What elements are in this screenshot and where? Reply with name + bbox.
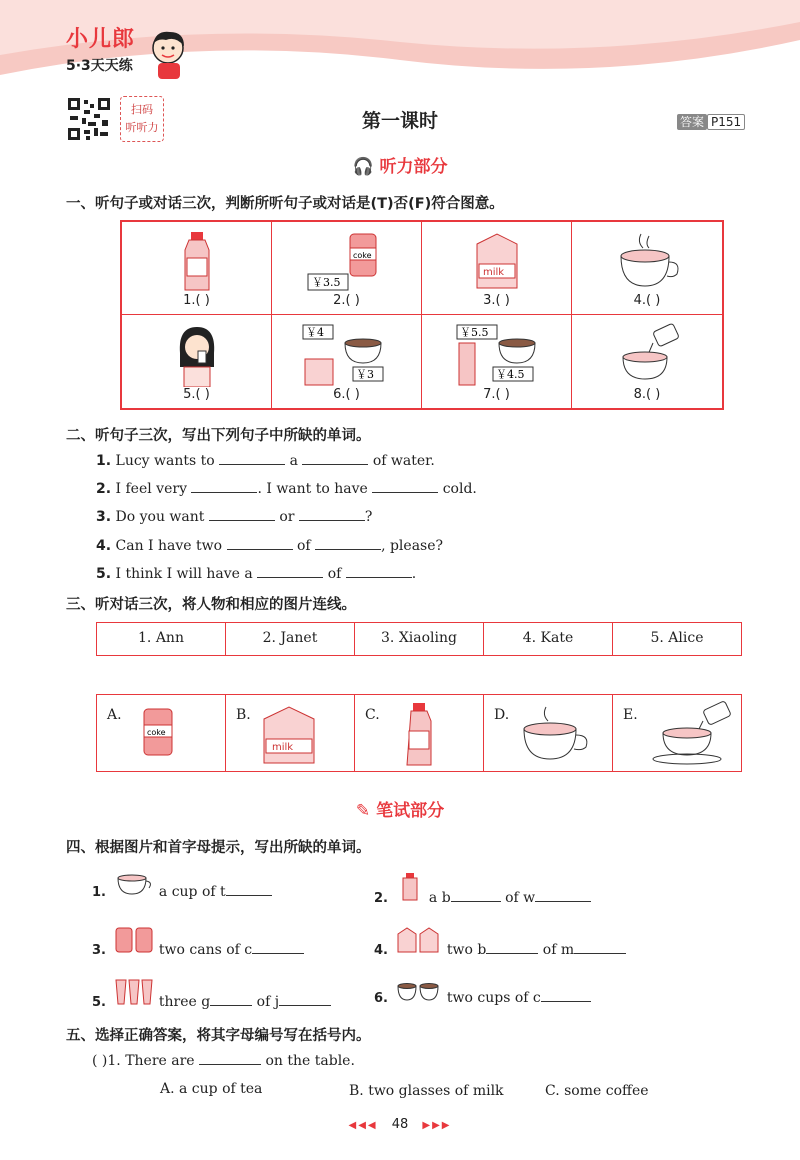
- section1-heading: 一、听句子或对话三次，判断所听句子或对话是(T)否(F)符合图意。: [66, 196, 504, 212]
- sentence-3: [96, 508, 372, 525]
- blank-field[interactable]: [486, 941, 538, 954]
- sentence-4-num: 4.: [96, 538, 112, 554]
- section4-heading: 四、根据图片和首字母提示，写出所缺的单词。: [66, 840, 371, 856]
- prev-arrows-icon: ◀◀◀: [348, 1120, 378, 1131]
- word-item-4: [374, 926, 626, 958]
- word-item-1-text: a cup of t: [158, 884, 226, 900]
- blank-field[interactable]: [219, 452, 285, 465]
- word-item-4-num: 4.: [374, 943, 388, 958]
- word-item-4-text-a: two b: [446, 942, 487, 958]
- picture-e[interactable]: [613, 695, 741, 771]
- word-item-1: [92, 872, 272, 900]
- two-cans-icon: [114, 942, 154, 958]
- sentence-5-part-a: I think I will have a: [115, 566, 253, 582]
- sentence-4-part-a: Can I have two: [115, 538, 223, 554]
- picture-a[interactable]: [97, 695, 226, 771]
- word-item-5-text-b: of j: [256, 994, 280, 1010]
- grid-cell-4: [572, 222, 722, 315]
- word-item-5-text-a: three g: [158, 994, 211, 1010]
- sentence-5-num: 5.: [96, 566, 112, 582]
- person-kate[interactable]: 4. Kate: [484, 623, 613, 655]
- people-row: [96, 622, 742, 656]
- three-glasses-icon: [114, 994, 154, 1010]
- option-b[interactable]: B. two glasses of milk: [349, 1083, 504, 1099]
- option-c[interactable]: C. some coffee: [545, 1083, 649, 1099]
- item-6-label: 6.( ): [333, 387, 360, 402]
- sentence-2: [96, 480, 477, 497]
- answer-reference: [677, 113, 745, 130]
- pour-milk-cup-icon: [607, 323, 687, 385]
- blank-field[interactable]: [299, 508, 365, 521]
- blank-field[interactable]: [199, 1052, 261, 1065]
- answer-bracket[interactable]: ( ): [92, 1053, 108, 1069]
- writing-part-heading: [0, 796, 800, 821]
- grid-cell-3: [422, 222, 572, 315]
- blank-field[interactable]: [227, 537, 293, 550]
- blank-field[interactable]: [541, 989, 591, 1002]
- milk-carton-icon: [467, 230, 527, 292]
- logo-sub-text: 5·3天天练: [66, 58, 133, 74]
- grid-cell-5: [122, 315, 272, 408]
- sentence-4: [96, 537, 443, 554]
- listening-part-label: 听力部分: [379, 157, 448, 177]
- sentence-5-part-b: of: [327, 566, 342, 582]
- person-ann[interactable]: 1. Ann: [97, 623, 226, 655]
- sentence-1-num: 1.: [96, 453, 112, 469]
- milk-label: milk: [482, 267, 504, 278]
- scan-label-1: 扫码: [131, 103, 153, 116]
- picture-d-letter: D.: [494, 707, 510, 723]
- word-item-3: [92, 926, 304, 958]
- page-title: 第一课时: [361, 110, 438, 132]
- sentence-1-part-b: a: [289, 453, 298, 469]
- choice-question-1: [92, 1052, 355, 1069]
- word-item-4-text-b: of m: [542, 942, 575, 958]
- sentence-5-part-c: .: [411, 566, 417, 582]
- sentence-3-part-b: or: [279, 509, 295, 525]
- word-item-2-num: 2.: [374, 891, 388, 906]
- person-alice[interactable]: 5. Alice: [650, 630, 704, 646]
- section1-picture-grid: [120, 220, 724, 410]
- grid-cell-8: [572, 315, 722, 408]
- blank-field[interactable]: [257, 565, 323, 578]
- word-item-5-num: 5.: [92, 995, 106, 1010]
- pour-milk-cup-icon-e: [649, 701, 739, 767]
- sentence-4-part-b: of: [296, 538, 311, 554]
- price-2: ￥3.5: [311, 276, 340, 289]
- word-item-2-text-a: a b: [428, 890, 451, 906]
- blank-field[interactable]: [346, 565, 412, 578]
- juice-bottle-icon-c: [401, 701, 437, 767]
- cup-milk-price-icon: [297, 323, 397, 389]
- answer-page: P151: [707, 114, 745, 130]
- word-item-2-text-b: of w: [505, 890, 536, 906]
- blank-field[interactable]: [279, 993, 331, 1006]
- blank-field[interactable]: [191, 480, 257, 493]
- blank-field[interactable]: [209, 508, 275, 521]
- sentence-2-num: 2.: [96, 481, 112, 497]
- item-4-label: 4.( ): [633, 293, 661, 308]
- sentence-2-part-a: I feel very: [115, 481, 187, 497]
- coke-can-icon: [141, 705, 175, 759]
- word-item-3-text: two cans of c: [158, 942, 253, 958]
- grid-cell-2: [272, 222, 422, 315]
- section3-heading: 三、听对话三次，将人物和相应的图片连线。: [66, 597, 356, 613]
- item-2-label: 2.( ): [333, 293, 360, 308]
- item-1-label: 1.( ): [183, 293, 210, 308]
- word-item-6: [374, 980, 591, 1006]
- sentence-4-part-c: , please?: [381, 538, 444, 554]
- item-3-label: 3.( ): [483, 293, 510, 308]
- price-7b: ￥4.5: [495, 368, 524, 381]
- word-item-5: [92, 978, 331, 1010]
- page-footer: [0, 1117, 800, 1132]
- choice-question-1-text-a: There are: [125, 1053, 195, 1069]
- picture-a-letter: A.: [107, 707, 122, 723]
- item-8-label: 8.( ): [633, 387, 661, 402]
- bottle-cup-price-icon: [447, 323, 547, 389]
- coke-label: coke: [352, 251, 372, 260]
- milk-label-b: milk: [272, 742, 294, 753]
- blank-field[interactable]: [315, 537, 381, 550]
- coffee-cup-icon: [607, 230, 687, 290]
- sentence-3-part-c: ?: [364, 509, 373, 525]
- pencil-icon: ✎: [355, 801, 371, 821]
- answer-label: 答案: [677, 114, 707, 130]
- person-xiaoling[interactable]: 3. Xiaoling: [355, 623, 484, 655]
- milk-carton-icon-b: [254, 703, 324, 765]
- sentence-3-part-a: Do you want: [115, 509, 205, 525]
- pictures-row: [96, 694, 742, 772]
- writing-part-label: 笔试部分: [376, 801, 445, 821]
- word-item-1-num: 1.: [92, 885, 106, 900]
- word-item-2: [374, 872, 591, 906]
- brand-logo: [66, 22, 135, 75]
- choice-question-1-num: 1.: [107, 1053, 121, 1069]
- coffee-cup-icon-d: [516, 705, 596, 765]
- picture-e-letter: E.: [623, 707, 638, 723]
- price-6a: ￥4: [305, 326, 324, 339]
- blank-field[interactable]: [302, 452, 368, 465]
- picture-b-letter: B.: [236, 707, 251, 723]
- section2-heading: 二、听句子三次，写出下列句子中所缺的单词。: [66, 428, 371, 444]
- option-a[interactable]: A. a cup of tea: [160, 1081, 263, 1097]
- sentence-2-part-c: cold.: [442, 481, 477, 497]
- word-item-6-text: two cups of c: [446, 990, 541, 1006]
- word-item-6-num: 6.: [374, 991, 388, 1006]
- teacup-icon: [114, 884, 154, 900]
- grid-cell-1: [122, 222, 272, 315]
- grid-cell-7: [422, 315, 572, 408]
- two-milk-cartons-icon: [396, 942, 442, 958]
- picture-c-letter: C.: [365, 707, 380, 723]
- girl-drinking-icon: [172, 323, 222, 387]
- mascot-boy-icon: [146, 26, 192, 82]
- logo-main-text: 小儿郎: [66, 27, 136, 52]
- blank-field[interactable]: [372, 480, 438, 493]
- sentence-5: [96, 565, 416, 582]
- sentence-1: [96, 452, 435, 469]
- blank-field[interactable]: [451, 889, 501, 902]
- listening-part-heading: [0, 152, 800, 177]
- scan-label-2: 听听力: [125, 121, 159, 134]
- choice-question-1-text-b: on the table.: [265, 1053, 355, 1069]
- picture-d[interactable]: [484, 695, 613, 771]
- blank-field[interactable]: [210, 993, 252, 1006]
- sentence-2-part-b: . I want to have: [257, 481, 368, 497]
- blank-field[interactable]: [574, 941, 626, 954]
- sentence-3-num: 3.: [96, 509, 112, 525]
- next-arrows-icon: ▶▶▶: [422, 1120, 452, 1131]
- item-7-label: 7.( ): [483, 387, 510, 402]
- price-7a: ￥5.5: [459, 326, 488, 339]
- person-janet[interactable]: 2. Janet: [226, 623, 355, 655]
- sentence-1-part-a: Lucy wants to: [115, 453, 215, 469]
- blank-field[interactable]: [535, 889, 591, 902]
- price-6b: ￥3: [355, 368, 374, 381]
- headphones-icon: 🎧: [352, 157, 374, 177]
- section5-heading: 五、选择正确答案，将其字母编号写在括号内。: [66, 1028, 371, 1044]
- two-coffee-cups-icon: [396, 990, 442, 1006]
- sentence-1-part-c: of water.: [372, 453, 435, 469]
- picture-b[interactable]: [226, 695, 355, 771]
- page-number: 48: [391, 1117, 409, 1132]
- item-5-label: 5.( ): [183, 387, 210, 402]
- word-item-3-num: 3.: [92, 943, 106, 958]
- picture-c[interactable]: [355, 695, 484, 771]
- juice-bottle-icon: [177, 230, 217, 292]
- coke-label-a: coke: [147, 728, 166, 737]
- blank-field[interactable]: [226, 883, 272, 896]
- coke-can-price-icon: [302, 230, 392, 294]
- grid-cell-6: [272, 315, 422, 408]
- water-bottle-icon: [396, 890, 424, 906]
- blank-field[interactable]: [252, 941, 304, 954]
